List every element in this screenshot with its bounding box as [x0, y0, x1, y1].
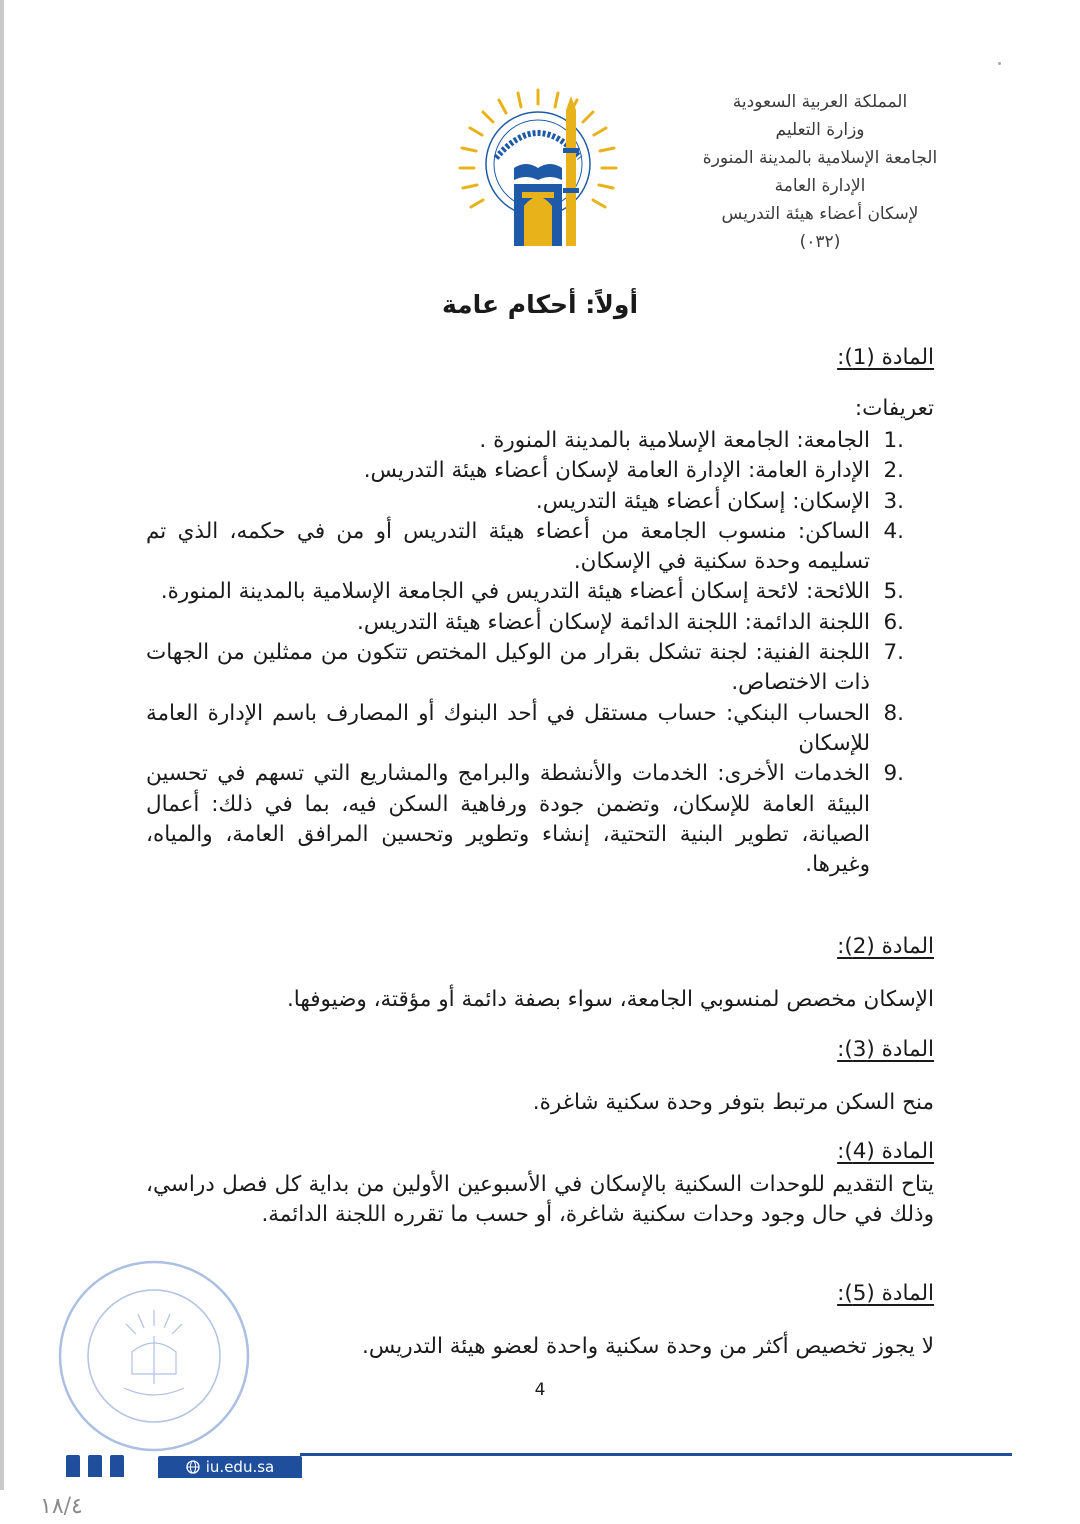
university-logo-icon	[456, 88, 620, 252]
article-2-title: المادة (2):	[837, 934, 934, 959]
globe-icon	[186, 1460, 200, 1474]
list-item	[146, 517, 934, 578]
item-text: اللائحة: لائحة إسكان أعضاء هيئة التدريس في الجامعة الإسلامية بالمدينة المنورة.	[160, 579, 870, 605]
website-badge[interactable]	[158, 1456, 302, 1478]
article-4-text: يتاح التقديم للوحدات السكنية بالإسكان في الأسبوعين الأولين من بداية كل فصل دراسي، وذلك في حال وجود وحدات سكنية شاغرة، أو حسب ما تقرره اللجنة الدائمة.	[146, 1172, 934, 1227]
article-4-title: المادة (4):	[837, 1139, 934, 1164]
item-text: الساكن: منسوب الجامعة من أعضاء هيئة التدريس أو من في حكمه، الذي تم تسليمه وحدة سكنية في الإسكان.	[146, 518, 870, 575]
list-item	[146, 577, 934, 607]
list-item	[146, 487, 934, 517]
letterhead-line-university: الجامعة الإسلامية بالمدينة المنورة	[702, 148, 938, 168]
footer-rule	[300, 1453, 1012, 1456]
list-item	[146, 638, 934, 699]
item-number: .8	[883, 700, 904, 726]
letterhead-line-ministry: وزارة التعليم	[775, 120, 865, 140]
item-text: الإدارة العامة: الإدارة العامة لإسكان أعضاء هيئة التدريس.	[363, 458, 870, 484]
definitions-list	[146, 426, 934, 880]
item-text: الجامعة: الجامعة الإسلامية بالمدينة المنورة .	[479, 428, 870, 453]
item-number: .9	[883, 761, 904, 787]
item-number: .5	[883, 579, 904, 605]
article-3-title: المادة (3):	[837, 1037, 934, 1062]
article-1-title: المادة (1):	[837, 345, 934, 370]
footer-bars	[66, 1455, 132, 1477]
footer-bar	[66, 1455, 80, 1477]
list-item	[146, 426, 934, 456]
speck-mark	[998, 62, 1001, 65]
article-3-text: منح السكن مرتبط بتوفر وحدة سكنية شاغرة.	[532, 1090, 934, 1115]
website-text: iu.edu.sa	[205, 1458, 275, 1476]
list-item	[146, 759, 934, 880]
item-number: .2	[883, 458, 904, 484]
footer-bar	[88, 1455, 102, 1477]
item-text: الخدمات الأخرى: الخدمات والأنشطة والبرامج والمشاريع التي تسهم في تحسين البيئة العامة للإسكان، وتضمن جودة ورفاهية السكن فيه، بما في ذلك: أعمال الصيانة، تطوير البنية التحتية، إنشاء وتطوير وتحسين المرافق العامة، والمياه، وغيرها.	[146, 761, 870, 878]
scan-edge	[0, 0, 4, 1490]
article-5-title: المادة (5):	[837, 1281, 934, 1306]
letterhead-line-department: لإسكان أعضاء هيئة التدريس	[721, 204, 919, 224]
letterhead-line-code: (٠٣٢)	[799, 232, 841, 252]
item-text: اللجنة الفنية: لجنة تشكل بقرار من الوكيل المختص تتكون من ممثلين من الجهات ذات الاختصاص.	[146, 640, 870, 696]
letterhead-line-country: المملكة العربية السعودية	[732, 92, 908, 112]
item-number: .6	[883, 609, 904, 635]
official-seal-icon	[54, 1256, 254, 1456]
letterhead	[670, 88, 970, 256]
item-number: .4	[883, 518, 904, 544]
item-number: .7	[883, 640, 904, 666]
item-text: الحساب البنكي: حساب مستقل في أحد البنوك أو المصارف باسم الإدارة العامة للإسكان	[146, 700, 870, 756]
page-number: 4	[534, 1380, 546, 1400]
list-item	[146, 456, 934, 486]
item-number: .3	[883, 488, 904, 514]
handwritten-note: ١٨/٤	[40, 1494, 83, 1519]
definitions-label: تعريفات:	[854, 396, 934, 421]
letterhead-line-administration: الإدارة العامة	[774, 176, 866, 196]
item-text: الإسكان: إسكان أعضاء هيئة التدريس.	[535, 488, 870, 514]
section-title: أولاً: أحكام عامة	[441, 290, 639, 319]
list-item	[146, 608, 934, 638]
item-number: .1	[883, 428, 904, 453]
article-2-text: الإسكان مخصص لمنسوبي الجامعة، سواء بصفة دائمة أو مؤقتة، وضيوفها.	[286, 987, 934, 1012]
item-text: اللجنة الدائمة: اللجنة الدائمة لإسكان أعضاء هيئة التدريس.	[357, 609, 870, 635]
list-item	[146, 699, 934, 760]
article-5-text: لا يجوز تخصيص أكثر من وحدة سكنية واحدة لعضو هيئة التدريس.	[362, 1334, 934, 1359]
footer-bar	[110, 1455, 124, 1477]
